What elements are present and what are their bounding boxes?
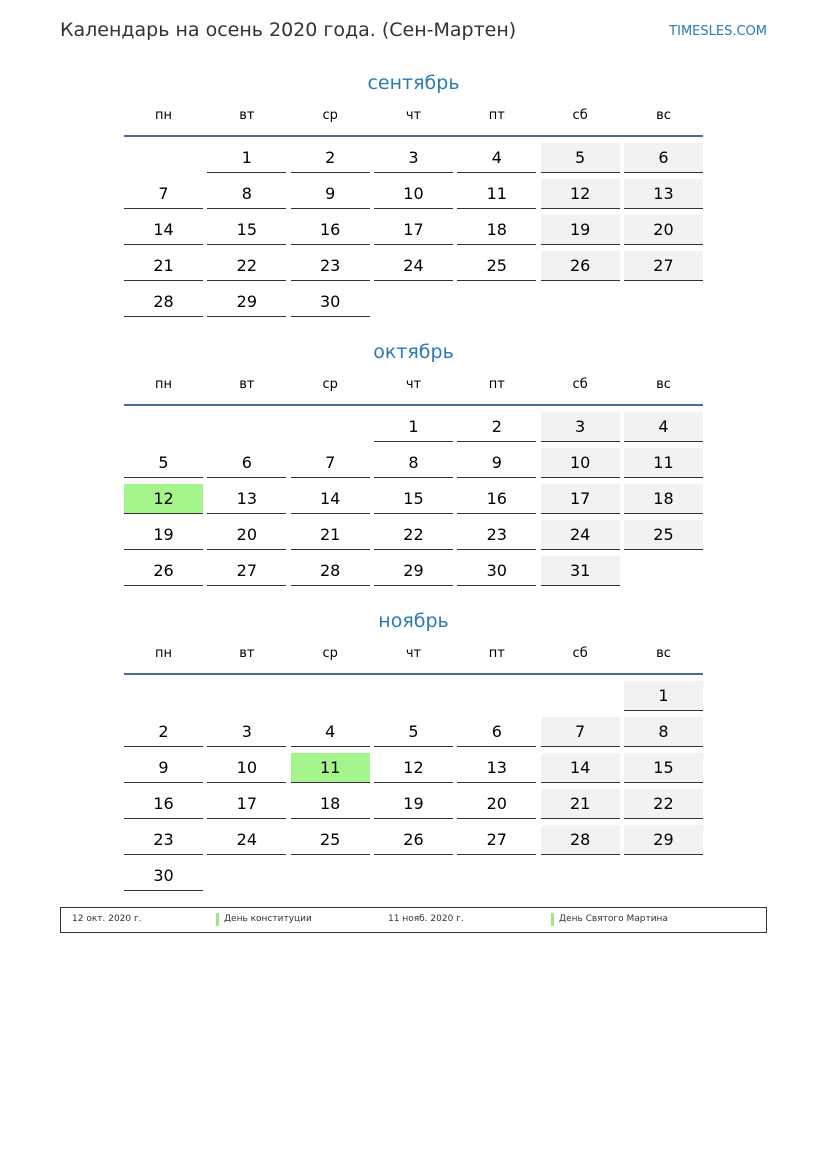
week-row [124, 556, 703, 586]
day-cell: 3 [207, 717, 286, 747]
day-cell: 18 [457, 215, 536, 245]
day-cell: 13 [207, 484, 286, 514]
day-cell: 8 [624, 717, 703, 747]
weekday-label: ср [322, 377, 338, 392]
day-cell: 18 [291, 789, 370, 819]
week-row [124, 215, 703, 245]
day-cell: 11 [457, 179, 536, 209]
weekday-label: сб [572, 108, 588, 123]
day-cell: 5 [541, 143, 620, 173]
week-row [124, 251, 703, 281]
day-cell: 8 [207, 179, 286, 209]
day-cell: 26 [124, 556, 203, 586]
empty-cell [124, 681, 203, 711]
week-row [124, 825, 703, 855]
weekday-label: ср [322, 646, 338, 661]
day-cell: 7 [124, 179, 203, 209]
day-cell: 7 [541, 717, 620, 747]
empty-cell [624, 556, 703, 586]
empty-cell [207, 861, 286, 891]
day-cell: 19 [541, 215, 620, 245]
day-cell: 27 [457, 825, 536, 855]
day-cell: 1 [624, 681, 703, 711]
weekday-label: чт [405, 108, 422, 123]
day-cell: 22 [624, 789, 703, 819]
day-cell: 2 [457, 412, 536, 442]
day-cell: 28 [124, 287, 203, 317]
day-cell: 15 [207, 215, 286, 245]
empty-cell [291, 861, 370, 891]
day-cell: 4 [457, 143, 536, 173]
empty-cell [124, 143, 203, 173]
day-cell: 25 [457, 251, 536, 281]
day-cell: 6 [207, 448, 286, 478]
legend-date: 12 окт. 2020 г. [72, 914, 142, 924]
week-row [124, 412, 703, 442]
day-cell: 11 [624, 448, 703, 478]
weekday-label: пн [155, 377, 172, 392]
day-cell: 2 [124, 717, 203, 747]
week-row [124, 753, 703, 783]
day-cell: 20 [624, 215, 703, 245]
weekday-header [124, 647, 703, 675]
day-cell: 26 [374, 825, 453, 855]
day-cell: 10 [207, 753, 286, 783]
month-name: октябрь [373, 341, 454, 363]
day-cell: 8 [374, 448, 453, 478]
day-cell: 3 [541, 412, 620, 442]
day-cell: 19 [374, 789, 453, 819]
week-row [124, 484, 703, 514]
weekday-label: пт [488, 108, 505, 123]
day-cell: 16 [291, 215, 370, 245]
day-cell: 12 [374, 753, 453, 783]
day-cell: 28 [541, 825, 620, 855]
weekday-label: пн [155, 108, 172, 123]
day-cell: 22 [207, 251, 286, 281]
month-block [124, 607, 703, 891]
month-name: сентябрь [367, 72, 460, 94]
day-cell: 19 [124, 520, 203, 550]
day-cell: 6 [457, 717, 536, 747]
day-cell: 14 [124, 215, 203, 245]
legend-date: 11 нояб. 2020 г. [388, 914, 464, 924]
day-cell: 25 [624, 520, 703, 550]
weekday-header [124, 109, 703, 137]
weekday-label: пт [488, 377, 505, 392]
empty-cell [207, 681, 286, 711]
day-cell: 29 [374, 556, 453, 586]
day-cell: 26 [541, 251, 620, 281]
day-cell: 17 [374, 215, 453, 245]
empty-cell [124, 412, 203, 442]
day-cell: 16 [457, 484, 536, 514]
week-row [124, 287, 703, 317]
day-cell: 20 [207, 520, 286, 550]
day-cell: 4 [291, 717, 370, 747]
day-cell: 10 [374, 179, 453, 209]
week-row [124, 448, 703, 478]
week-row [124, 681, 703, 711]
page-title: Календарь на осень 2020 года. (Сен-Мартен) [60, 19, 517, 41]
empty-cell [541, 287, 620, 317]
day-cell: 27 [207, 556, 286, 586]
day-cell: 5 [124, 448, 203, 478]
day-cell: 24 [374, 251, 453, 281]
day-cell: 13 [457, 753, 536, 783]
month-block [124, 69, 703, 317]
legend-holiday-name: День конституции [224, 914, 312, 924]
weekday-label: вс [656, 377, 671, 392]
weekday-label: вт [239, 377, 255, 392]
day-cell: 23 [457, 520, 536, 550]
weekday-header [124, 378, 703, 406]
day-cell: 11 [291, 753, 370, 783]
day-cell: 1 [374, 412, 453, 442]
empty-cell [624, 287, 703, 317]
day-cell: 14 [541, 753, 620, 783]
empty-cell [374, 681, 453, 711]
day-cell: 21 [541, 789, 620, 819]
day-cell: 30 [291, 287, 370, 317]
empty-cell [374, 287, 453, 317]
weekday-label: сб [572, 377, 588, 392]
day-cell: 1 [207, 143, 286, 173]
weekday-label: вт [239, 108, 255, 123]
day-cell: 3 [374, 143, 453, 173]
week-row [124, 520, 703, 550]
day-cell: 29 [624, 825, 703, 855]
day-cell: 27 [624, 251, 703, 281]
day-cell: 21 [124, 251, 203, 281]
month-block [124, 338, 703, 586]
day-cell: 20 [457, 789, 536, 819]
day-cell: 21 [291, 520, 370, 550]
site-link[interactable]: TIMESLES.COM [669, 24, 767, 39]
day-cell: 9 [124, 753, 203, 783]
holiday-legend [60, 907, 767, 933]
empty-cell [541, 681, 620, 711]
week-row [124, 143, 703, 173]
day-cell: 15 [624, 753, 703, 783]
day-cell: 30 [457, 556, 536, 586]
weekday-label: пн [155, 646, 172, 661]
empty-cell [457, 681, 536, 711]
day-cell: 2 [291, 143, 370, 173]
day-cell: 5 [374, 717, 453, 747]
empty-cell [541, 861, 620, 891]
day-cell: 4 [624, 412, 703, 442]
empty-cell [291, 681, 370, 711]
day-cell: 16 [124, 789, 203, 819]
week-row [124, 179, 703, 209]
day-cell: 10 [541, 448, 620, 478]
empty-cell [291, 412, 370, 442]
day-cell: 25 [291, 825, 370, 855]
day-cell: 13 [624, 179, 703, 209]
day-cell: 28 [291, 556, 370, 586]
day-cell: 23 [124, 825, 203, 855]
weekday-label: ср [322, 108, 338, 123]
month-name: ноябрь [378, 610, 449, 632]
empty-cell [207, 412, 286, 442]
day-cell: 17 [541, 484, 620, 514]
day-cell: 12 [541, 179, 620, 209]
day-cell: 18 [624, 484, 703, 514]
day-cell: 23 [291, 251, 370, 281]
day-cell: 24 [207, 825, 286, 855]
day-cell: 6 [624, 143, 703, 173]
empty-cell [624, 861, 703, 891]
weekday-label: вс [656, 646, 671, 661]
day-cell: 22 [374, 520, 453, 550]
day-cell: 29 [207, 287, 286, 317]
day-cell: 14 [291, 484, 370, 514]
empty-cell [457, 287, 536, 317]
weekday-label: вт [239, 646, 255, 661]
weekday-label: вс [656, 108, 671, 123]
day-cell: 30 [124, 861, 203, 891]
day-cell: 12 [124, 484, 203, 514]
day-cell: 9 [291, 179, 370, 209]
week-row [124, 717, 703, 747]
weekday-label: пт [488, 646, 505, 661]
day-cell: 9 [457, 448, 536, 478]
day-cell: 17 [207, 789, 286, 819]
week-row [124, 861, 703, 891]
day-cell: 31 [541, 556, 620, 586]
empty-cell [457, 861, 536, 891]
weekday-label: сб [572, 646, 588, 661]
day-cell: 24 [541, 520, 620, 550]
weekday-label: чт [405, 377, 422, 392]
weekday-label: чт [405, 646, 422, 661]
day-cell: 7 [291, 448, 370, 478]
day-cell: 15 [374, 484, 453, 514]
empty-cell [374, 861, 453, 891]
week-row [124, 789, 703, 819]
legend-holiday-name: День Святого Мартина [559, 914, 668, 924]
